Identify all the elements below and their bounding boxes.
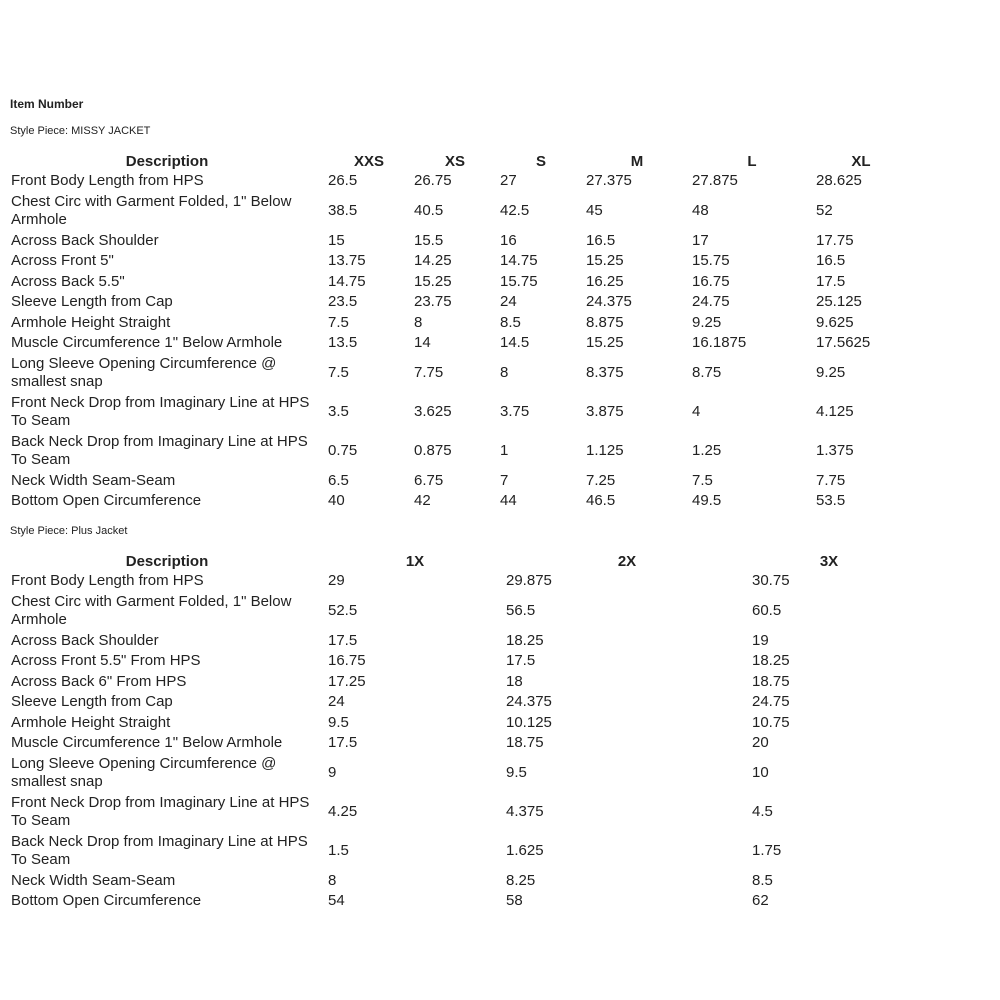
- measurement-value: 30.75: [752, 572, 790, 590]
- measurement-value: 16.75: [692, 272, 730, 290]
- measurement-value: 14.5: [500, 334, 530, 352]
- measurement-description: Armhole Height Straight: [11, 713, 171, 731]
- measurement-value: 9.25: [816, 364, 846, 381]
- measurement-value: 8: [414, 313, 423, 331]
- plus-table-body: [8, 571, 908, 912]
- measurement-value: 54: [328, 892, 345, 910]
- table-row: [8, 354, 908, 393]
- measurement-description: Bottom Open Circumference: [11, 492, 202, 510]
- measurement-description: Across Front 5": [11, 252, 114, 270]
- measurement-value: 27: [500, 172, 517, 190]
- table-row: [8, 891, 908, 912]
- measurement-value: 13.75: [328, 252, 366, 270]
- measurement-value: 9.625: [816, 313, 854, 331]
- measurement-value: 7.5: [328, 313, 349, 331]
- measurement-value: 15.75: [500, 272, 538, 290]
- measurement-value: 8: [328, 871, 337, 889]
- measurement-value: 60.5: [752, 602, 782, 619]
- measurement-value: 6.75: [414, 471, 444, 489]
- measurement-description: Sleeve Length from Cap: [11, 693, 173, 711]
- measurement-description: Chest Circ with Garment Folded, 1" Below Armhole: [11, 593, 292, 628]
- measurement-description: Across Back Shoulder: [11, 631, 159, 649]
- measurement-value: 15.25: [586, 334, 624, 352]
- measurement-value: 13.5: [328, 334, 358, 352]
- measurement-value: 25.125: [816, 293, 862, 311]
- measurement-value: 40: [328, 492, 345, 510]
- measurement-value: 19: [752, 631, 769, 649]
- measurement-value: 42: [414, 492, 431, 510]
- table-row: [8, 733, 908, 754]
- measurement-value: 4.25: [328, 803, 358, 820]
- measurement-value: 10: [752, 764, 769, 781]
- measurement-value: 18.75: [506, 734, 544, 752]
- measurement-value: 18.25: [752, 652, 790, 670]
- table-row: [8, 631, 908, 652]
- measurement-value: 4.375: [506, 803, 544, 820]
- measurement-value: 52.5: [328, 602, 358, 619]
- measurement-value: 7.75: [816, 471, 846, 489]
- measurement-value: 8.75: [692, 364, 722, 381]
- measurement-value: 14.75: [500, 252, 538, 270]
- measurement-value: 42.5: [500, 202, 530, 219]
- table-row: [8, 272, 908, 293]
- plus-header-row: [8, 551, 908, 571]
- measurement-value: 15: [328, 231, 345, 249]
- table-row: [8, 713, 908, 734]
- measurement-description: Neck Width Seam-Seam: [11, 471, 176, 489]
- measurement-value: 49.5: [692, 492, 722, 510]
- table-row: [8, 692, 908, 713]
- measurement-description: Sleeve Length from Cap: [11, 293, 173, 311]
- table-row: [8, 672, 908, 693]
- measurement-value: 17.5: [506, 652, 536, 670]
- measurement-value: 53.5: [816, 492, 846, 510]
- table-row: [8, 251, 908, 272]
- measurement-value: 9: [328, 764, 337, 781]
- measurement-value: 17: [692, 231, 709, 249]
- measurement-value: 23.5: [328, 293, 358, 311]
- measurement-value: 17.25: [328, 672, 366, 690]
- measurement-value: 0.75: [328, 442, 358, 459]
- measurement-description: Armhole Height Straight: [11, 313, 171, 331]
- measurement-description: Back Neck Drop from Imaginary Line at HPS To Seam: [11, 433, 308, 468]
- measurement-value: 16.5: [586, 231, 616, 249]
- missy-header-size: XL: [851, 152, 871, 170]
- measurement-description: Front Neck Drop from Imaginary Line at HPS To Seam: [11, 394, 310, 429]
- table-row: [8, 592, 908, 631]
- measurement-value: 16: [500, 231, 517, 249]
- measurement-value: 23.75: [414, 293, 452, 311]
- table-row: [8, 793, 908, 832]
- measurement-value: 18.75: [752, 672, 790, 690]
- plus-header-description: Description: [125, 552, 209, 570]
- measurement-value: 3.625: [414, 403, 452, 420]
- table-row: [8, 651, 908, 672]
- measurement-value: 16.25: [586, 272, 624, 290]
- measurement-value: 24: [328, 693, 345, 711]
- measurement-value: 38.5: [328, 202, 358, 219]
- measurement-value: 24.375: [586, 293, 632, 311]
- measurement-value: 20: [752, 734, 769, 752]
- measurement-value: 1.625: [506, 842, 544, 859]
- measurement-value: 24.75: [752, 693, 790, 711]
- missy-header-row: [8, 151, 908, 171]
- measurement-description: Front Body Length from HPS: [11, 172, 204, 190]
- measurement-value: 1: [500, 442, 509, 459]
- measurement-value: 62: [752, 892, 769, 910]
- measurement-value: 3.5: [328, 403, 349, 420]
- missy-header-size: M: [630, 152, 644, 170]
- measurement-value: 29.875: [506, 572, 552, 590]
- measurement-value: 1.375: [816, 442, 854, 459]
- measurement-value: 15.25: [414, 272, 452, 290]
- measurement-value: 15.25: [586, 252, 624, 270]
- measurement-value: 1.125: [586, 442, 624, 459]
- missy-size-table: [8, 151, 908, 512]
- plus-header-size: 2X: [617, 552, 637, 570]
- measurement-value: 8.875: [586, 313, 624, 331]
- measurement-value: 9.25: [692, 313, 722, 331]
- measurement-value: 24: [500, 293, 517, 311]
- item-number-label: Item Number: [10, 97, 84, 111]
- table-row: [8, 231, 908, 252]
- measurement-value: 58: [506, 892, 523, 910]
- measurement-value: 17.75: [816, 231, 854, 249]
- measurement-description: Neck Width Seam-Seam: [11, 871, 176, 889]
- measurement-value: 52: [816, 202, 833, 219]
- missy-table-body: [8, 171, 908, 512]
- measurement-value: 4: [692, 403, 701, 420]
- table-row: [8, 491, 908, 512]
- measurement-value: 9.5: [506, 764, 527, 781]
- table-row: [8, 171, 908, 192]
- measurement-value: 7.5: [692, 471, 713, 489]
- measurement-value: 1.5: [328, 842, 349, 859]
- measurement-value: 8: [500, 364, 509, 381]
- measurement-value: 17.5625: [816, 334, 871, 352]
- table-row: [8, 754, 908, 793]
- table-row: [8, 192, 908, 231]
- measurement-value: 24.375: [506, 693, 552, 711]
- missy-header-size: S: [535, 152, 546, 170]
- measurement-description: Long Sleeve Opening Circumference @ smallest snap: [11, 755, 277, 790]
- missy-header-size: L: [747, 152, 757, 170]
- measurement-value: 56.5: [506, 602, 536, 619]
- measurement-description: Front Body Length from HPS: [11, 572, 204, 590]
- plus-style-piece-label: Style Piece: Plus Jacket: [10, 525, 128, 537]
- measurement-value: 10.75: [752, 713, 790, 731]
- measurement-value: 14.25: [414, 252, 452, 270]
- measurement-value: 4.5: [752, 803, 773, 820]
- table-row: [8, 871, 908, 892]
- measurement-value: 15.75: [692, 252, 730, 270]
- measurement-description: Bottom Open Circumference: [11, 892, 202, 910]
- plus-size-table: [8, 551, 908, 912]
- measurement-value: 3.75: [500, 403, 530, 420]
- table-row: [8, 292, 908, 313]
- measurement-value: 26.75: [414, 172, 452, 190]
- measurement-value: 7.5: [328, 364, 349, 381]
- measurement-value: 17.5: [328, 734, 358, 752]
- measurement-value: 8.375: [586, 364, 624, 381]
- measurement-value: 16.1875: [692, 334, 747, 352]
- measurement-value: 17.5: [816, 272, 846, 290]
- table-row: [8, 571, 908, 592]
- table-row: [8, 832, 908, 871]
- measurement-value: 7.25: [586, 471, 616, 489]
- measurement-value: 3.875: [586, 403, 624, 420]
- plus-header-size: 3X: [819, 552, 839, 570]
- measurement-value: 16.75: [328, 652, 366, 670]
- measurement-value: 16.5: [816, 252, 846, 270]
- measurement-value: 15.5: [414, 231, 444, 249]
- plus-header-size: 1X: [405, 552, 425, 570]
- measurement-description: Across Back Shoulder: [11, 231, 159, 249]
- measurement-value: 18: [506, 672, 523, 690]
- measurement-value: 40.5: [414, 202, 444, 219]
- measurement-value: 28.625: [816, 172, 862, 190]
- measurement-value: 48: [692, 202, 709, 219]
- measurement-value: 17.5: [328, 631, 358, 649]
- table-row: [8, 432, 908, 471]
- measurement-value: 8.5: [500, 313, 521, 331]
- measurement-value: 9.5: [328, 713, 349, 731]
- measurement-description: Muscle Circumference 1" Below Armhole: [11, 334, 283, 352]
- measurement-description: Across Back 5.5": [11, 272, 125, 290]
- table-row: [8, 313, 908, 334]
- measurement-value: 7: [500, 471, 509, 489]
- measurement-description: Front Neck Drop from Imaginary Line at HPS To Seam: [11, 794, 310, 829]
- measurement-value: 4.125: [816, 403, 854, 420]
- missy-header-description: Description: [125, 152, 209, 170]
- measurement-value: 8.5: [752, 871, 773, 889]
- measurement-value: 6.5: [328, 471, 349, 489]
- measurement-description: Across Front 5.5" From HPS: [11, 652, 201, 670]
- measurement-value: 7.75: [414, 364, 444, 381]
- table-row: [8, 393, 908, 432]
- measurement-value: 18.25: [506, 631, 544, 649]
- measurement-description: Long Sleeve Opening Circumference @ smallest snap: [11, 355, 277, 390]
- measurement-value: 46.5: [586, 492, 616, 510]
- measurement-value: 24.75: [692, 293, 730, 311]
- measurement-value: 1.75: [752, 842, 782, 859]
- measurement-value: 27.875: [692, 172, 738, 190]
- measurement-value: 27.375: [586, 172, 632, 190]
- measurement-value: 1.25: [692, 442, 722, 459]
- measurement-value: 44: [500, 492, 517, 510]
- measurement-value: 45: [586, 202, 603, 219]
- table-row: [8, 471, 908, 492]
- measurement-value: 0.875: [414, 442, 452, 459]
- measurement-description: Back Neck Drop from Imaginary Line at HPS To Seam: [11, 833, 308, 868]
- measurement-value: 10.125: [506, 713, 552, 731]
- measurement-value: 29: [328, 572, 345, 590]
- table-row: [8, 333, 908, 354]
- measurement-description: Across Back 6" From HPS: [11, 672, 187, 690]
- missy-style-piece-label: Style Piece: MISSY JACKET: [10, 125, 151, 137]
- measurement-description: Chest Circ with Garment Folded, 1" Below Armhole: [11, 193, 292, 228]
- measurement-value: 8.25: [506, 871, 536, 889]
- measurement-description: Muscle Circumference 1" Below Armhole: [11, 734, 283, 752]
- measurement-value: 14.75: [328, 272, 366, 290]
- measurement-value: 14: [414, 334, 431, 352]
- measurement-value: 26.5: [328, 172, 358, 190]
- missy-header-size: XXS: [353, 152, 384, 170]
- missy-header-size: XS: [444, 152, 465, 170]
